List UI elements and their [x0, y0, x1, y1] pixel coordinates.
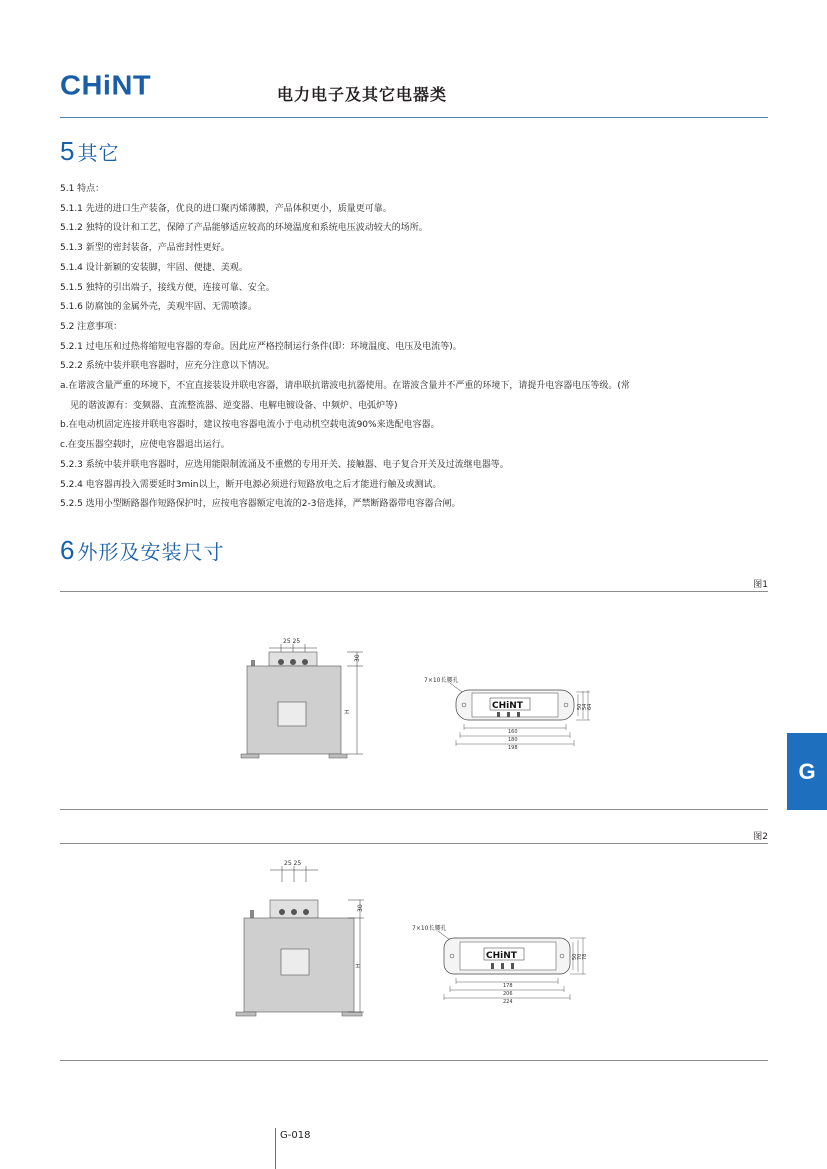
body-line: c.在变压器空载时，应使电容器退出运行。: [60, 440, 230, 451]
section-5-heading: [60, 136, 119, 167]
fig1-dim-w3: 198: [508, 745, 518, 751]
section-5-number: 5: [60, 136, 76, 166]
section-6-title: 外形及安装尺寸: [77, 540, 225, 564]
fig2-dim-height: H: [355, 963, 362, 968]
body-line: 5.1.4 设计新颖的安装脚，牢固、便捷、美观。: [60, 262, 248, 273]
fig1-dim-w1: 160: [508, 729, 518, 735]
fig1-dim-height: H: [344, 709, 351, 714]
figure-2-plan-view: [408, 918, 588, 1008]
body-line: 见的谐波源有：变频器、直流整流器、逆变器、电解电镀设备、中频炉、电弧炉等): [70, 400, 398, 411]
fig2-plan-brand: CHiNT: [486, 951, 517, 961]
body-line: 5.1.5 独特的引出端子，接线方便，连接可靠、安全。: [60, 282, 275, 293]
body-line: 5.1.2 独特的设计和工艺，保障了产品能够适应较高的环境温度和系统电压波动较大的场所。: [60, 223, 428, 234]
section-5-title: 其它: [77, 141, 120, 165]
figure-1-top-rule: [60, 591, 768, 592]
body-line: 5.1.6 防腐蚀的金属外壳，美观牢固、无需喷漆。: [60, 302, 257, 313]
fig2-dim-h2: 70: [577, 953, 583, 960]
section-6-number: 6: [60, 535, 76, 565]
fig2-dim-top: 25 25: [284, 860, 302, 867]
fig2-dim-side: 30: [357, 904, 364, 912]
section-5-body: [60, 180, 770, 515]
fig1-dim-h1: 50: [577, 703, 583, 710]
fig1-dim-side: 30: [354, 654, 361, 662]
figure-1-bottom-rule: [60, 809, 768, 810]
figure-1-front-view: [235, 630, 375, 770]
fig2-dim-w2: 206: [503, 991, 513, 997]
body-line: 5.1.1 先进的进口生产装备，优良的进口聚丙烯薄膜，产品体积更小，质量更可靠。: [60, 203, 392, 214]
brand-logo: CHiNT: [60, 70, 152, 102]
body-line: 5.2.2 系统中装并联电容器时，应充分注意以下情况。: [60, 361, 275, 372]
fig2-slot-note: 7×10长腰孔: [412, 925, 447, 932]
body-line: 5.2.4 电容器再投入需要延时3min以上，断开电源必须进行短路放电之后才能进行触及或测试。: [60, 479, 442, 490]
fig1-dim-w2: 180: [508, 737, 518, 743]
figure-2-front-view: [232, 852, 372, 1022]
header-divider: [60, 117, 768, 118]
body-line: 5.2.1 过电压和过热将缩短电容器的寿命。因此应严格控制运行条件(即：环境温度、电压及电流等)。: [60, 341, 462, 352]
fig2-dim-w3: 224: [503, 999, 513, 1005]
page-marker: [275, 1128, 276, 1169]
fig1-plan-brand: CHiNT: [492, 701, 523, 711]
page-number: G-018: [280, 1130, 311, 1141]
chapter-tab: G: [787, 733, 827, 810]
fig1-dim-h2: 54: [582, 703, 588, 710]
section-6-heading: [60, 535, 224, 566]
fig1-dim-h3: 64: [587, 703, 593, 710]
fig2-dim-w1: 178: [503, 983, 513, 989]
body-line: a.在谐波含量严重的环境下，不宜直接装设并联电容器，请串联抗谐波电抗器使用。在谐波含量并不严重的环境下，请提升电容器电压等级。(常: [60, 381, 630, 392]
fig2-dim-h3: 78: [582, 953, 588, 960]
body-line: 5.2.5 选用小型断路器作短路保护时，应按电容器额定电流的2-3倍选择，严禁断路器带电容器合闸。: [60, 499, 461, 510]
figure-2-top-rule: [60, 843, 768, 844]
body-line: 5.1.3 新型的密封装备，产品密封性更好。: [60, 243, 230, 254]
body-line: 5.2 注意事项：: [60, 321, 123, 332]
body-line: 5.1 特点：: [60, 184, 105, 194]
figure-1-label: 图1: [753, 580, 768, 590]
figure-2-bottom-rule: [60, 1060, 768, 1061]
fig1-slot-note: 7×10长腰孔: [424, 677, 459, 684]
header-title: 电力电子及其它电器类: [277, 85, 448, 104]
fig2-dim-h1: 50: [572, 953, 578, 960]
figure-2-label: 图2: [753, 832, 768, 842]
fig1-dim-top: 25 25: [283, 638, 301, 645]
body-line: 5.2.3 系统中装并联电容器时，应选用能限制流涌及不重燃的专用开关、接触器、电子复合开关及过流继电器等。: [60, 459, 509, 470]
figure-1-plan-view: [420, 670, 595, 755]
body-line: b.在电动机固定连接并联电容器时，建议按电容器电流小于电动机空载电流90%来选配电容器。: [60, 420, 440, 431]
